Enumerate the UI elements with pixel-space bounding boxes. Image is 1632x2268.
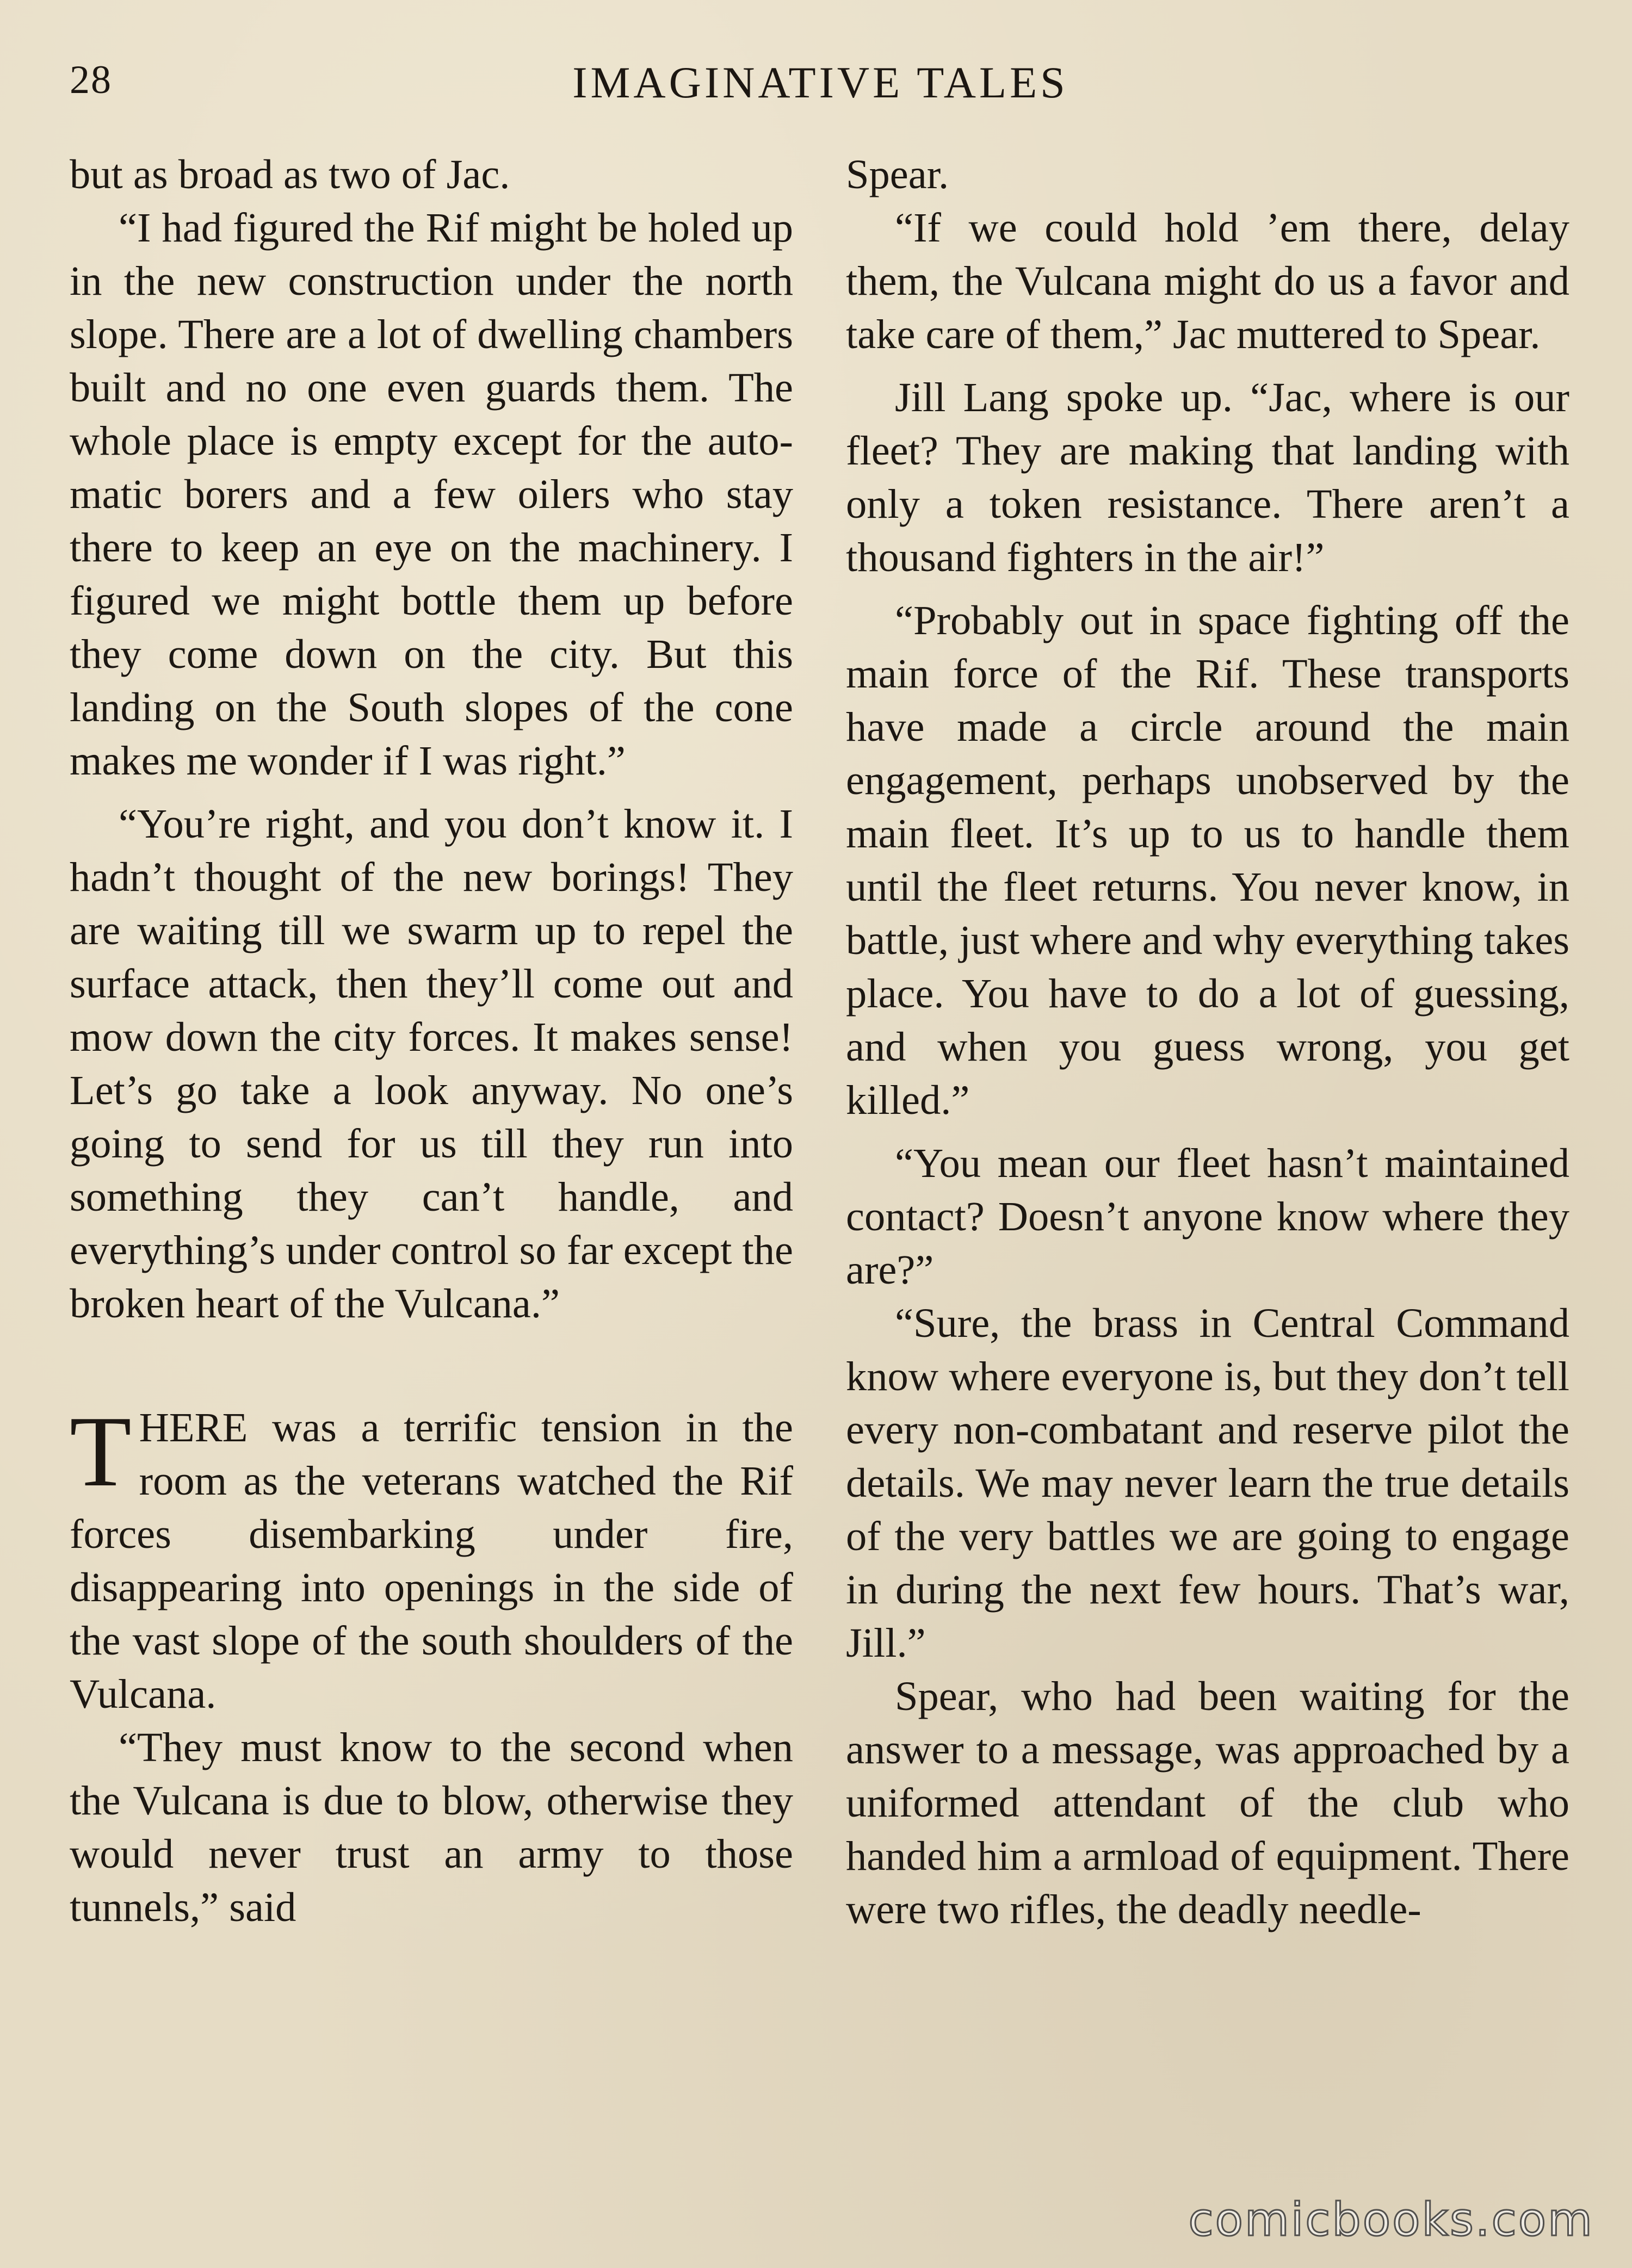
left-column [70,148,793,1934]
section-opening-paragraph [70,1396,793,1721]
paragraph: Spear. [846,151,949,197]
site-watermark: comicbooks.com [1188,2193,1594,2246]
paragraph: Jill Lang spoke up. “Jac, where is our fleet? They are making that landing with only a token resistance. There aren’t a thousand fighters in the air!” [846,374,1569,580]
page-number: 28 [70,58,112,102]
drop-cap: T [70,1396,132,1508]
running-head: IMAGINATIVE TALES [572,58,1068,107]
paragraph: “I had figured the Rif might be holed up in the new construction under the north slope. There are a lot of dwelling chambers built and no one even guards them. The whole place is empty except for the automatic borers and a few oilers who stay there to keep an eye on the machinery. I figured we might bottle them up before they come down on the city. But this landing on the South slopes of the cone makes me wonder if I was right.” [70,205,793,784]
paragraph: “You mean our fleet hasn’t maintained contact? Doesn’t anyone know where they are?” [846,1140,1569,1293]
paragraph: but as broad as two of Jac. [70,151,510,197]
page-header [70,52,1571,111]
paragraph: “You’re right, and you don’t know it. I hadn’t thought of the new borings! They are waiting till we swarm up to repel the surface attack, then they’ll come out and mow down the city forces. It makes sense! Let’s go take a look anyway. No one’s going to send for us till they run into something they can’t handle, and everything’s under control so far except the broken heart of the Vulcana.” [70,801,793,1327]
paragraph: “They must know to the second when the Vulcana is due to blow, otherwise they would never trust an army to those tunnels,” said [70,1724,793,1930]
right-column [846,148,1569,1936]
drop-cap-paragraph-text: HERE was a terrific tension in the room as the veterans watched the Rif forces disembarking under fire, disappearing into openings in the side of the vast slope of the south shoulders of the Vulcana. [70,1404,793,1717]
paragraph: “If we could hold ’em there, delay them, the Vulcana might do us a favor and take care of them,” Jac muttered to Spear. [846,205,1569,357]
paragraph: “Sure, the brass in Central Command know where everyone is, but they don’t tell every non-combatant and reserve pilot the details. We may never learn the true details of the very battles we are going to engage in during the next few hours. That’s war, Jill.” [846,1300,1569,1666]
paragraph: “Probably out in space fighting off the main force of the Rif. These transports have made a circle around the main engagement, perhaps unobserved by the main fleet. It’s up to us to handle them until the fleet returns. You never know, in battle, just where and why everything takes place. You have to do a lot of guessing, and when you guess wrong, you get killed.” [846,597,1569,1123]
paragraph: Spear, who had been waiting for the answer to a message, was approached by a uniformed attendant of the club who handed him a armload of equipment. There were two rifles, the deadly needle- [846,1673,1569,1932]
